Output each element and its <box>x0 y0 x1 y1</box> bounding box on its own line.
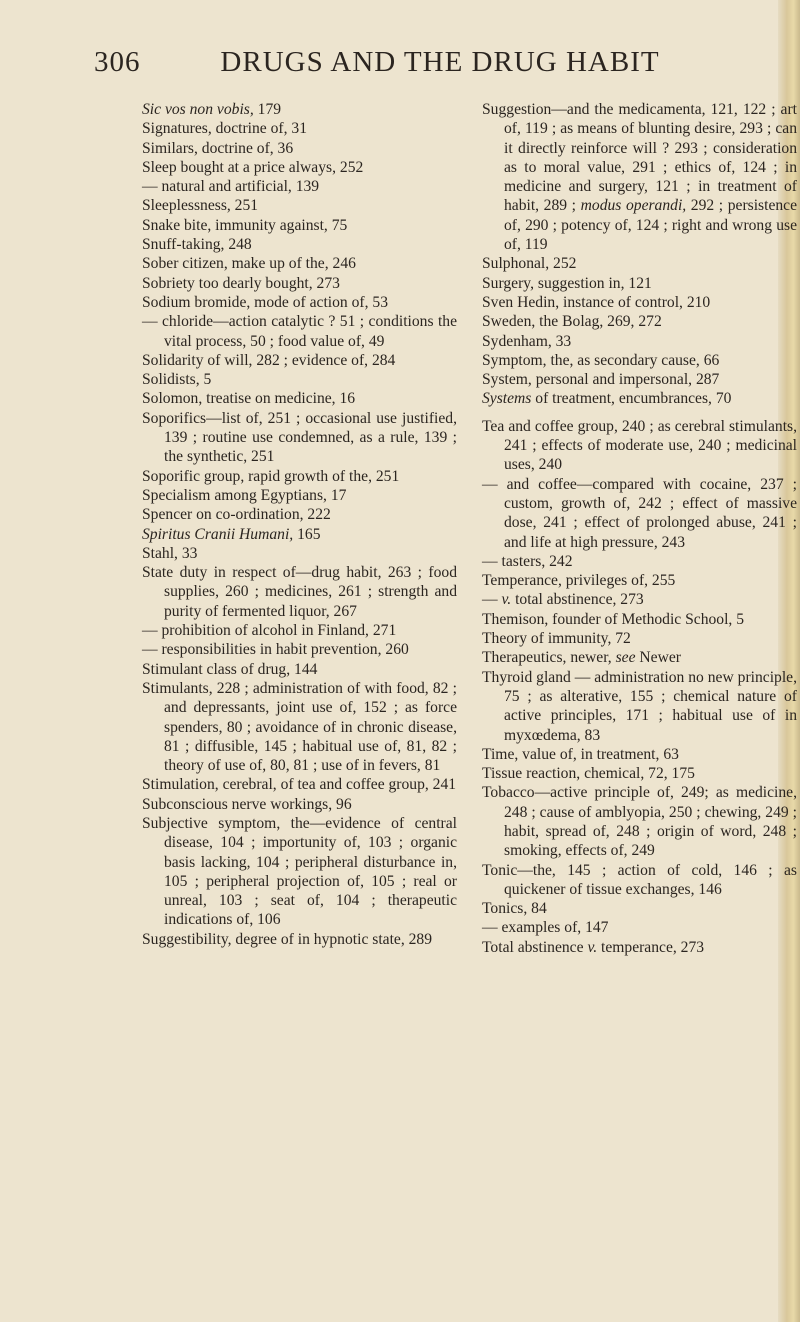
index-entry: — natural and artificial, 139 <box>142 178 320 196</box>
index-entry: Sven Hedin, instance of control, 210 <box>482 293 711 311</box>
index-entry: — and coffee—compared with cocaine, 237 ; custom, growth of, 242 ; effect of massive dose, 241 ; effect of prolonged abuse, 241 ; and life at high pressure, 243 <box>482 475 797 551</box>
index-entry: Sic vos non vobis, 179 <box>142 101 282 118</box>
index-entry: Surgery, suggestion in, 121 <box>482 274 652 292</box>
index-entry: Suggestibility, degree of in hypnotic state, 289 <box>142 930 433 948</box>
index-entry: Systems of treatment, encumbrances, 70 <box>482 390 732 408</box>
index-entry: Symptom, the, as secondary cause, 66 <box>482 351 720 369</box>
index-entry: Therapeutics, newer, see Newer <box>482 649 681 667</box>
index-entry: Sulphonal, 252 <box>482 255 577 273</box>
index-entry: Tissue reaction, chemical, 72, 175 <box>482 765 695 783</box>
index-entry: Stahl, 33 <box>142 544 198 562</box>
index-entry: Sweden, the Bolag, 269, 272 <box>482 313 662 331</box>
index-entry: Tonics, 84 <box>482 900 547 918</box>
index-entry: Sodium bromide, mode of action of, 53 <box>142 293 388 311</box>
index-entry: Thyroid gland — administration no new principle, 75 ; as alterative, 155 ; chemical nature of active principles, 171 ; habitual use of in myxœdema, 83 <box>482 668 797 744</box>
index-entry: Suggestion—and the medicamenta, 121, 122 ; art of, 119 ; as means of blunting desire, 293 ; can it directly reinforce will ? 293 ; consideration as to moral value, 291 ; ethics of, 124 ; in medicine and surgery, 121 ; in treatment of habit, 289 ; modus operandi, 292 ; persistence of, 290 ; potency of, 124 ; right and wrong use of, 119 <box>482 101 798 254</box>
index-entry: Tea and coffee group, 240 ; as cerebral stimulants, 241 ; effects of moderate use, 240 ; medicinal uses, 240 <box>482 417 797 474</box>
index-entry: Time, value of, in treatment, 63 <box>482 745 679 763</box>
index-entry: — responsibilities in habit prevention, 260 <box>142 641 409 659</box>
index-entry: State duty in respect of—drug habit, 263 ; food supplies, 260 ; medicines, 261 ; strength and purity of fermented liquor, 267 <box>142 564 457 620</box>
index-entry: Snuff-taking, 248 <box>142 236 252 254</box>
index-column-left <box>142 100 457 949</box>
index-column-right <box>482 100 797 957</box>
page-header <box>0 46 800 79</box>
index-entry: Solomon, treatise on medicine, 16 <box>142 390 356 408</box>
index-entry: Similars, doctrine of, 36 <box>142 139 294 157</box>
index-entry: Sleep bought at a price always, 252 <box>142 158 364 176</box>
index-entry: Solidarity of will, 282 ; evidence of, 284 <box>142 351 396 369</box>
index-entry: — chloride—action catalytic ? 51 ; conditions the vital process, 50 ; food value of, 49 <box>142 313 457 350</box>
index-entry: Temperance, privileges of, 255 <box>482 572 676 590</box>
index-entry: Stimulants, 228 ; administration of with food, 82 ; and depressants, joint use of, 152 ; as force spenders, 80 ; avoidance of in chronic disease, 81 ; diffusible, 145 ; habitual use of, 81, 82 ; theory of use of, 80, 81 ; use of in fevers, 81 <box>142 679 457 775</box>
index-entry: Subconscious nerve workings, 96 <box>142 795 352 813</box>
index-entry: Tonic—the, 145 ; action of cold, 146 ; as quickener of tissue exchanges, 146 <box>482 861 797 898</box>
index-entry: Sober citizen, make up of the, 246 <box>142 255 356 273</box>
index-entry: Sleeplessness, 251 <box>142 197 259 215</box>
index-entry: Spencer on co-ordination, 222 <box>142 506 331 524</box>
index-entry: — examples of, 147 <box>482 919 609 937</box>
index-entry: Stimulant class of drug, 144 <box>142 660 318 678</box>
index-entry: Sydenham, 33 <box>482 332 572 350</box>
index-entry: Themison, founder of Methodic School, 5 <box>482 610 745 628</box>
index-entry: Solidists, 5 <box>142 371 212 389</box>
index-entry: Spiritus Cranii Humani, 165 <box>142 525 321 543</box>
index-entry: Theory of immunity, 72 <box>482 630 631 648</box>
index-entry: System, personal and impersonal, 287 <box>482 371 720 389</box>
index-entry: Snake bite, immunity against, 75 <box>142 216 348 234</box>
index-entry: Specialism among Egyptians, 17 <box>142 486 347 504</box>
index-entry: Tobacco—active principle of, 249; as medicine, 248 ; cause of amblyopia, 250 ; chewing, 249 ; habit, spread of, 248 ; origin of word, 248 ; smoking, effects of, 249 <box>482 784 797 860</box>
index-entry: — v. total abstinence, 273 <box>482 591 644 609</box>
page-number: 306 <box>94 46 141 78</box>
index-entry: — tasters, 242 <box>482 552 573 570</box>
index-entry: Stimulation, cerebral, of tea and coffee group, 241 <box>142 776 457 794</box>
index-entry: Total abstinence v. temperance, 273 <box>482 938 705 956</box>
index-entry: Signatures, doctrine of, 31 <box>142 120 307 138</box>
index-entry: Sobriety too dearly bought, 273 <box>142 274 340 292</box>
index-entry: Soporifics—list of, 251 ; occasional use justified, 139 ; routine use condemned, as a rule, 139 ; the synthetic, 251 <box>142 409 457 466</box>
index-entry: Subjective symptom, the—evidence of central disease, 104 ; importunity of, 103 ; organic basis lacking, 104 ; peripheral disturbance in, 105 ; peripheral projection of, 105 ; real or unreal, 103 ; seat of, 104 ; therapeutic indications of, 106 <box>142 814 457 929</box>
page-title: DRUGS AND THE DRUG HABIT <box>220 46 660 78</box>
index-entry: — prohibition of alcohol in Finland, 271 <box>142 622 397 640</box>
index-entry: Soporific group, rapid growth of the, 251 <box>142 467 400 485</box>
